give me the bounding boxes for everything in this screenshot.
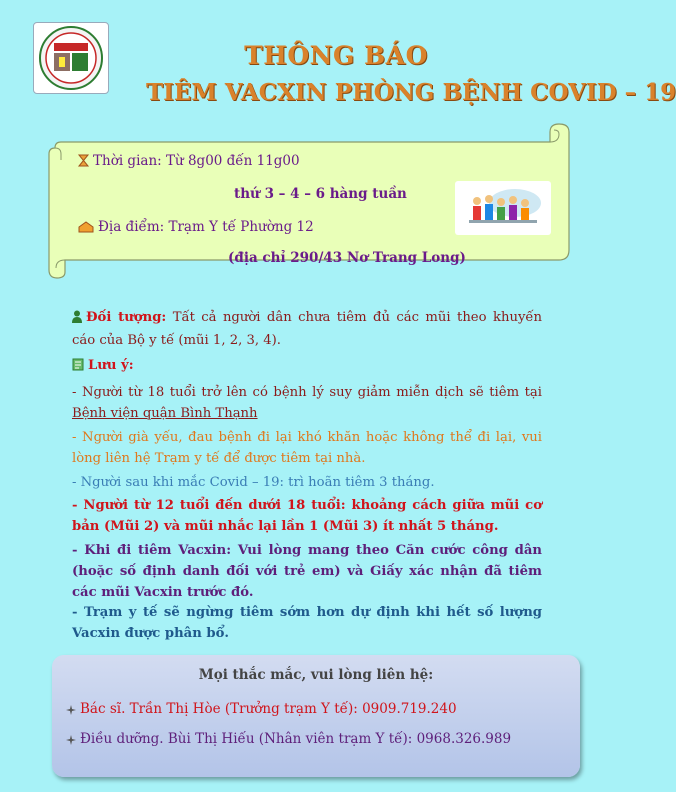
time-label: Thời gian: Từ 8g00 đến 11g00: [93, 153, 300, 169]
sparkle-icon: [66, 703, 76, 719]
contact-title: Mọi thắc mắc, vui lòng liên hệ:: [198, 667, 434, 683]
target-label: Đối tượng:: [86, 310, 167, 325]
nurse-contact: Điều dưỡng. Bùi Thị Hiếu (Nhân viên trạm Y tế): 0968.326.989: [80, 731, 512, 747]
hospital-link[interactable]: Bệnh viện quận Bình Thạnh: [72, 406, 258, 421]
note-supply: - Trạm y tế sẽ ngừng tiêm sớm hơn dự định khi hết số lượng Vacxin được phân bổ.: [72, 605, 542, 641]
note-post-covid: - Người sau khi mắc Covid – 19: trì hoãn tiêm 3 tháng.: [72, 475, 435, 490]
page-subtitle: TIÊM VACXIN PHÒNG BỆNH COVID – 19: [146, 79, 676, 106]
house-icon: [78, 221, 94, 237]
contact-box: [52, 655, 580, 777]
hourglass-icon: [78, 154, 89, 171]
note-home-vaccination: - Người già yếu, đau bệnh đi lại khó khăn hoặc không thể đi lại, vui lòng liên hệ Trạm y tế để được tiêm tại nhà.: [72, 430, 542, 466]
note-teens: - Người từ 12 tuổi đến dưới 18 tuổi: khoảng cách giữa mũi cơ bản (Mũi 2) và mũi nhắc lại lần 1 (Mũi 3) ít nhất 5 tháng.: [72, 498, 542, 534]
place-row: [78, 219, 314, 237]
days-label: thứ 3 – 4 – 6 hàng tuần: [234, 186, 407, 202]
doctor-contact: Bác sĩ. Trần Thị Hòe (Trưởng trạm Y tế): 0909.719.240: [80, 701, 457, 717]
sparkle-icon: [66, 733, 76, 749]
note-immunocompromised: [72, 382, 542, 424]
target-paragraph: [72, 307, 542, 351]
note-documents: - Khi đi tiêm Vacxin: Vui lòng mang theo Căn cước công dân (hoặc số định danh đối với trẻ em) và Giấy xác nhận đã tiêm các mũi Vacxin trước đó.: [72, 543, 542, 600]
vaccination-illustration: [455, 181, 551, 235]
contact-doctor: [66, 701, 457, 719]
notes-icon: [72, 357, 84, 378]
notes-heading: [72, 355, 542, 378]
target-text: Tất cả người dân chưa tiêm đủ các mũi theo khuyến cáo của Bộ y tế (mũi 1, 2, 3, 4).: [72, 310, 542, 348]
person-icon: [72, 309, 82, 330]
place-label: Địa điểm: Trạm Y tế Phường 12: [98, 219, 314, 235]
time-row: [78, 153, 300, 171]
address-label: (địa chỉ 290/43 Nơ Trang Long): [228, 250, 466, 266]
notes-label: Lưu ý:: [88, 358, 134, 373]
contact-nurse: [66, 731, 511, 749]
note1-text: - Người từ 18 tuổi trở lên có bệnh lý suy giảm miễn dịch sẽ tiêm tại: [72, 385, 542, 400]
page-title: THÔNG BÁO: [244, 41, 428, 70]
